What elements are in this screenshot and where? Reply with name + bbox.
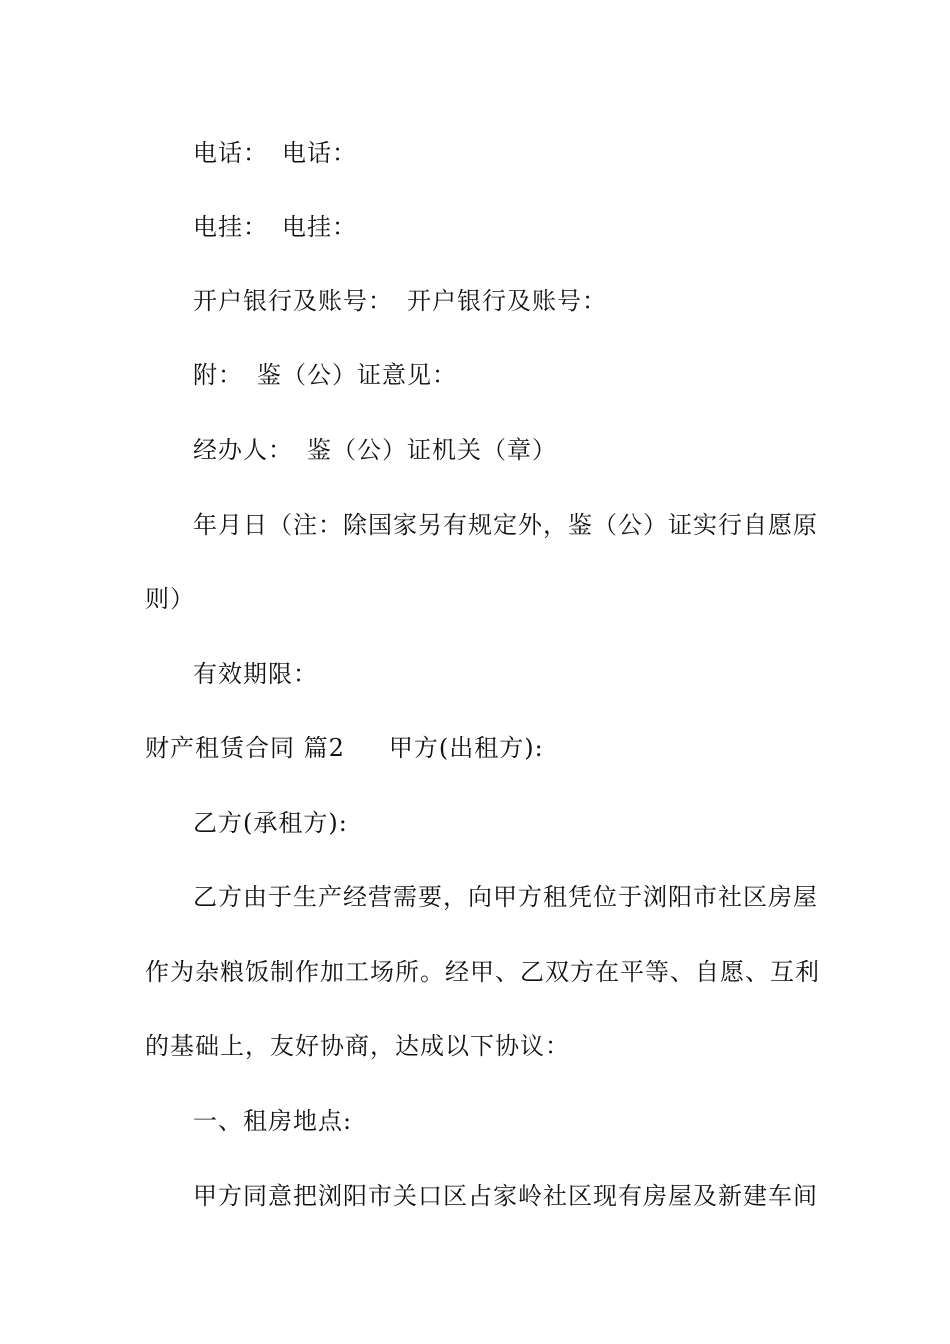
contract-heading-line [145,732,815,764]
lessor-label: 甲方(出租方): [388,734,544,762]
attachment-line [145,359,863,391]
notary-office-seal-label: 鉴（公）证机关（章） [307,436,557,464]
party-b-phone-label: 电话： [282,139,357,167]
contract-title: 财产租赁合同 篇2 [145,734,345,762]
telegraph-line [145,211,863,243]
date-note-continuation [145,583,815,615]
attachment-label: 附： [193,361,243,389]
body-text: 乙方由于生产经营需要，向甲方租凭位于浏阳市社区房屋 [193,883,818,911]
party-a-bank-label: 开户银行及账号： [193,287,393,315]
notary-opinion-label: 鉴（公）证意见： [257,361,457,389]
handler-line [145,434,863,466]
location-paragraph-line-1 [145,1180,863,1212]
party-b-bank-label: 开户银行及账号： [407,287,607,315]
body-text: 的基础上，友好协商，达成以下协议： [145,1032,570,1060]
section-heading-location [145,1105,863,1137]
date-note-text: 年月日（注：除国家另有规定外，鉴（公）证实行自愿原 [193,511,818,539]
body-paragraph-line-3 [145,1030,815,1062]
validity-line [145,658,863,690]
handler-label: 经办人： [193,436,293,464]
body-text: 甲方同意把浏阳市关口区占家岭社区现有房屋及新建车间 [193,1182,818,1210]
phone-line [145,137,863,169]
lessee-label: 乙方(承租方): [193,809,348,837]
body-paragraph-line-1 [145,881,863,913]
date-note-text-end: 则） [145,585,195,613]
party-a-telegraph-label: 电挂： [193,213,268,241]
body-paragraph-line-2 [145,956,820,988]
body-text: 作为杂粮饭制作加工场所。经甲、乙双方在平等、自愿、互利 [145,958,820,986]
party-a-phone-label: 电话： [193,139,268,167]
date-note-line [145,509,863,541]
party-b-telegraph-label: 电挂： [282,213,357,241]
bank-account-line [145,285,863,317]
lessee-line [145,807,863,839]
section-title: 一、租房地点: [193,1107,353,1135]
validity-label: 有效期限： [193,660,318,688]
